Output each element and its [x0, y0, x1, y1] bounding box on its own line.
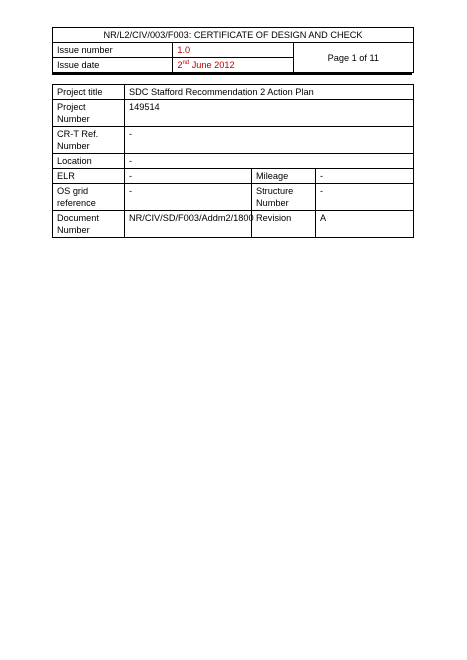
mileage-value: - — [316, 169, 414, 184]
crt-ref-label: CR-T Ref. Number — [53, 127, 125, 154]
issue-date-value — [173, 58, 293, 73]
location-value: - — [125, 154, 414, 169]
revision-label: Revision — [252, 211, 316, 238]
table-row — [53, 211, 414, 238]
issue-number-value: 1.0 — [173, 43, 293, 58]
issue-number-label: Issue number — [53, 43, 173, 58]
project-number-value: 149514 — [125, 100, 414, 127]
header-divider — [52, 72, 412, 75]
document-number-value: NR/CIV/SD/F003/Addm2/1800 — [125, 211, 252, 238]
certificate-header-table — [52, 27, 414, 73]
table-row — [53, 154, 414, 169]
document-number-label: Document Number — [53, 211, 125, 238]
revision-value: A — [316, 211, 414, 238]
page-number: Page 1 of 11 — [293, 43, 413, 73]
elr-value: - — [125, 169, 252, 184]
location-label: Location — [53, 154, 125, 169]
structure-number-label: Structure Number — [252, 184, 316, 211]
structure-number-value: - — [316, 184, 414, 211]
issue-date-rest: June 2012 — [189, 60, 235, 70]
table-row — [53, 100, 414, 127]
table-row — [53, 85, 414, 100]
elr-label: ELR — [53, 169, 125, 184]
project-info-table — [52, 84, 414, 238]
project-title-label: Project title — [53, 85, 125, 100]
project-number-label: Project Number — [53, 100, 125, 127]
table-row — [53, 184, 414, 211]
mileage-label: Mileage — [252, 169, 316, 184]
os-grid-value: - — [125, 184, 252, 211]
os-grid-label: OS grid reference — [53, 184, 125, 211]
crt-ref-value: - — [125, 127, 414, 154]
table-row — [53, 169, 414, 184]
issue-date-label: Issue date — [53, 58, 173, 73]
project-title-value: SDC Stafford Recommendation 2 Action Plan — [125, 85, 414, 100]
issue-date-day: 2 — [177, 60, 183, 70]
certificate-title: NR/L2/CIV/003/F003: CERTIFICATE OF DESIGN AND CHECK — [53, 28, 414, 43]
table-row — [53, 127, 414, 154]
issue-date-suffix: nd — [182, 59, 190, 66]
